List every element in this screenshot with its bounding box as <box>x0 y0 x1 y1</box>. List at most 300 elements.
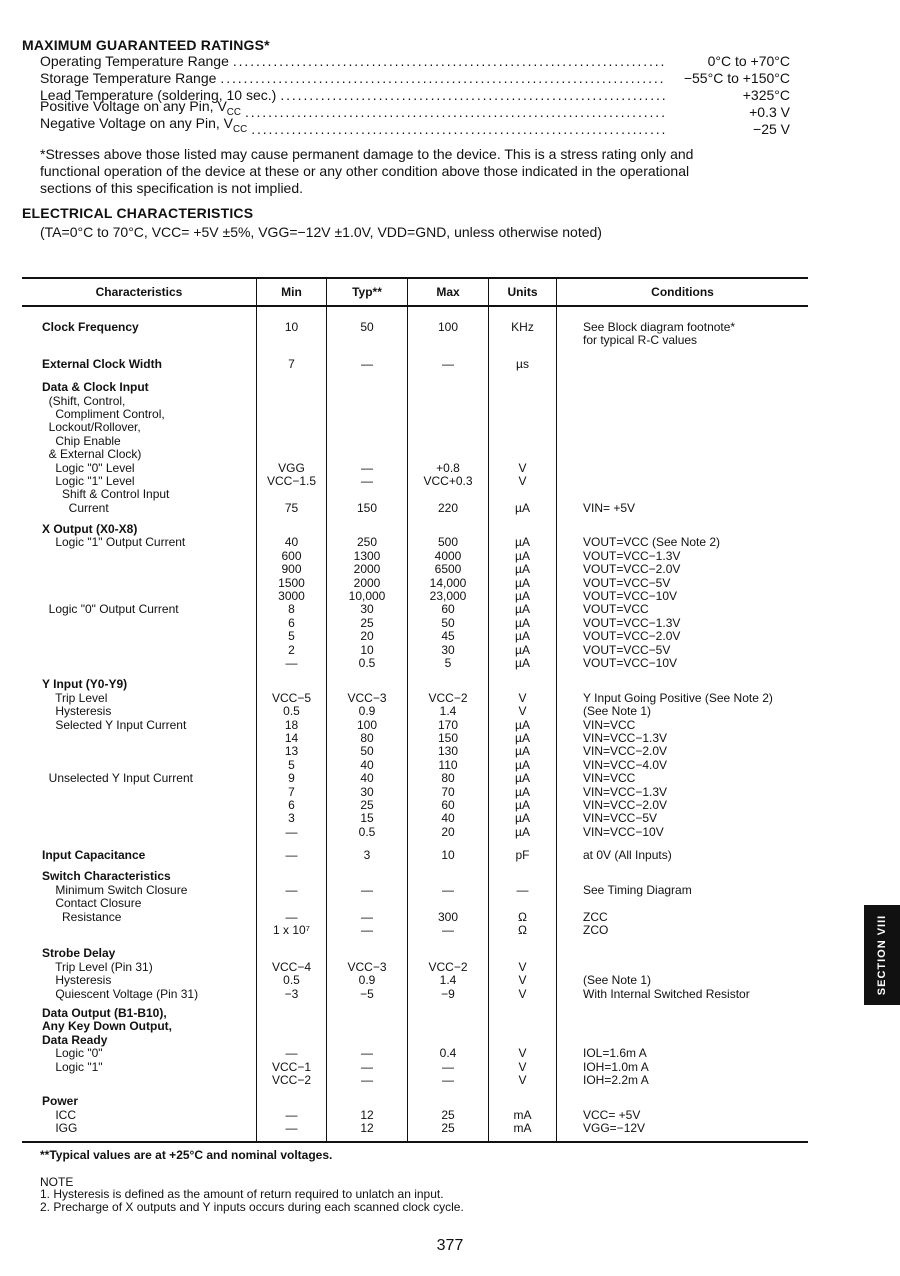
cell-line: µA <box>515 757 530 772</box>
cell-line: Hysteresis <box>42 704 112 719</box>
cell-line: 10 <box>284 320 299 334</box>
notes-heading: NOTE <box>40 1175 74 1189</box>
cell-line <box>489 381 556 394</box>
cell-line: VIN=VCC <box>583 717 636 732</box>
cell-line: VIN=VCC−10V <box>583 824 664 839</box>
cell-line: µA <box>515 589 530 604</box>
cell-line: 110 <box>438 757 458 772</box>
cell-line: 1300 <box>353 548 381 563</box>
cell-line: Trip Level <box>42 690 108 705</box>
typ-cell <box>327 371 408 515</box>
cell-line <box>257 421 326 434</box>
cell-line: µA <box>515 717 530 732</box>
cell-line: µA <box>515 548 530 563</box>
cell-line: — <box>442 882 454 897</box>
cell-line <box>408 408 488 421</box>
cell-line: VOUT=VCC <box>583 602 649 617</box>
cell-line: Strobe Delay <box>42 946 116 961</box>
cell-line: Hysteresis <box>42 973 112 988</box>
cell-line: 18 <box>284 717 299 732</box>
cell-line <box>327 488 407 501</box>
cell-line <box>489 947 556 960</box>
cell-line: 23,000 <box>429 589 467 604</box>
cell-line <box>22 826 256 839</box>
max-cell <box>408 1087 489 1142</box>
cell-line: +0.8 <box>436 460 460 475</box>
cell-line <box>583 1034 808 1047</box>
cell-line: 20 <box>441 824 455 839</box>
cell-line <box>257 678 326 691</box>
cell-line: X Output (X0-X8) <box>42 522 138 537</box>
cell-line: 45 <box>441 629 455 644</box>
cell-line: (Shift, Control, <box>42 393 126 408</box>
cell-line <box>257 1034 326 1047</box>
cell-line: 4000 <box>434 548 462 563</box>
units-cell <box>489 348 557 371</box>
cell-line: 13 <box>284 744 299 759</box>
cell-line: 25 <box>360 615 374 630</box>
cell-line: — <box>285 882 298 897</box>
cell-line: 70 <box>441 784 455 799</box>
cell-line: 600 <box>281 548 302 563</box>
cell-line: 50 <box>360 320 374 334</box>
cell-line <box>489 1095 556 1108</box>
cell-line: Any Key Down Output, <box>42 1019 172 1034</box>
cell-line <box>22 732 256 745</box>
cell-line: mA <box>513 1107 532 1122</box>
cell-line: 30 <box>360 602 374 617</box>
dot-leader <box>251 121 666 138</box>
typ-cell <box>327 306 408 348</box>
cell-line <box>327 1007 407 1020</box>
cell-line: (See Note 1) <box>583 973 652 988</box>
cell-line: V <box>518 1046 527 1061</box>
cell-line <box>257 870 326 883</box>
cell-line: VIN=VCC−5V <box>583 811 658 826</box>
cell-line <box>408 395 488 408</box>
cell-line <box>583 395 808 408</box>
cell-line: VOUT=VCC−2.0V <box>583 562 681 577</box>
cell-line: 250 <box>356 535 378 550</box>
cell-line: VCC−3 <box>347 959 387 974</box>
cell-line: VCC−2 <box>428 690 468 705</box>
header-conditions: Conditions <box>557 278 809 306</box>
cell-line: VIN=VCC <box>583 771 636 786</box>
cell-line: −5 <box>360 986 374 1001</box>
cell-line: — <box>285 848 298 863</box>
cell-line: 2000 <box>353 575 381 590</box>
cell-line: Logic "0" Level <box>42 460 135 475</box>
cell-line <box>583 870 808 883</box>
cell-line: — <box>516 882 529 897</box>
max-cell <box>408 862 489 937</box>
cell-line: Logic "1" Level <box>42 473 135 488</box>
cell-line: 40 <box>360 771 374 786</box>
cell-line: 50 <box>360 744 374 759</box>
conditions-cell <box>557 306 809 348</box>
table-row <box>22 1087 808 1142</box>
cell-line: 500 <box>437 535 459 550</box>
cell-line: 5 <box>288 629 295 644</box>
cell-line <box>408 678 488 691</box>
cell-line <box>327 395 407 408</box>
typ-cell <box>327 1087 408 1142</box>
cell-line: 300 <box>437 909 459 924</box>
characteristic-cell <box>22 862 257 937</box>
cell-line: 0.9 <box>358 704 376 719</box>
cell-line: 6500 <box>434 562 462 577</box>
cell-line: Logic "0" Output Current <box>42 602 179 617</box>
cell-line <box>22 799 256 812</box>
cell-line: — <box>361 1072 373 1087</box>
cell-line: Shift & Control Input <box>42 487 170 502</box>
cell-line: — <box>442 1072 454 1087</box>
electrical-title: ELECTRICAL CHARACTERISTICS <box>22 205 254 221</box>
units-cell <box>489 1087 557 1142</box>
cell-line: — <box>361 356 373 371</box>
cell-line: VOUT=VCC−2.0V <box>583 629 681 644</box>
cell-line <box>408 870 488 883</box>
typ-cell <box>327 515 408 670</box>
cell-line <box>583 421 808 434</box>
rating-row <box>40 53 790 70</box>
table-row <box>22 839 808 862</box>
cell-line: 0.5 <box>358 655 376 670</box>
cell-line <box>327 947 407 960</box>
max-cell <box>408 348 489 371</box>
cell-line: 5 <box>444 655 452 670</box>
min-cell <box>257 515 327 670</box>
cell-line <box>257 1007 326 1020</box>
cell-line: 40 <box>360 757 374 772</box>
cell-line: µA <box>515 771 530 786</box>
cell-line <box>583 1007 808 1020</box>
cell-line: 1500 <box>278 575 305 590</box>
cell-line: Data & Clock Input <box>42 380 149 395</box>
cell-line: External Clock Width <box>42 356 162 371</box>
cell-line: 14 <box>284 730 299 745</box>
cell-line <box>22 577 256 590</box>
cell-line: 40 <box>284 535 299 550</box>
rating-value: −25 V <box>753 121 790 137</box>
electrical-table <box>22 277 808 1143</box>
cell-line: ZCC <box>583 909 608 924</box>
units-cell <box>489 306 557 348</box>
cell-line <box>583 358 808 371</box>
cell-line: VCC= +5V <box>583 1107 641 1122</box>
cell-line <box>327 381 407 394</box>
cell-line: Data Ready <box>42 1032 108 1047</box>
cell-line: — <box>285 655 298 670</box>
cell-line: 1.4 <box>439 973 457 988</box>
cell-line <box>489 870 556 883</box>
rating-label: Lead Temperature (soldering, 10 sec.) <box>40 87 277 103</box>
cell-line: µA <box>515 730 530 745</box>
rating-row <box>40 115 790 138</box>
section-tab <box>864 905 900 1005</box>
cell-line <box>327 408 407 421</box>
min-cell <box>257 839 327 862</box>
page-number: 377 <box>436 1237 464 1254</box>
cell-line <box>327 1020 407 1033</box>
cell-line <box>22 924 256 937</box>
cell-line: 7 <box>288 784 295 799</box>
cell-line: for typical R-C values <box>583 333 698 348</box>
note-1: 1. Hysteresis is defined as the amount of return required to unlatch an input. <box>40 1187 444 1201</box>
rating-label: Negative Voltage on any Pin, $V_{CC}$ <box>40 115 248 135</box>
cell-line: — <box>361 909 373 924</box>
cell-line: 2000 <box>353 562 381 577</box>
cell-line <box>583 408 808 421</box>
cell-line: Y Input (Y0-Y9) <box>42 677 128 692</box>
min-cell <box>257 670 327 839</box>
cell-line <box>583 523 808 536</box>
cell-line: 7 <box>288 356 295 371</box>
cell-line: µA <box>515 744 530 759</box>
cell-line: & External Clock) <box>42 447 142 462</box>
cell-line <box>22 550 256 563</box>
cell-line <box>327 1095 407 1108</box>
cell-line: Logic "1" Output Current <box>42 535 186 550</box>
cell-line: KHz <box>511 320 534 334</box>
cell-line: — <box>361 460 373 475</box>
cell-line <box>489 1034 556 1047</box>
cell-line: µA <box>515 797 530 812</box>
cell-line <box>257 408 326 421</box>
cell-line <box>583 1095 808 1108</box>
cell-line: — <box>285 1046 298 1061</box>
min-cell <box>257 371 327 515</box>
cell-line: 8 <box>288 602 295 617</box>
cell-line: V <box>518 959 527 974</box>
max-cell <box>408 371 489 515</box>
cell-line <box>257 523 326 536</box>
cell-line: — <box>285 824 298 839</box>
cell-line: Y Input Going Positive (See Note 2) <box>583 690 773 705</box>
cell-line: VGG <box>278 460 305 475</box>
rating-label: Storage Temperature Range <box>40 70 217 86</box>
cell-line: — <box>361 1046 373 1061</box>
cell-line <box>583 488 808 501</box>
cell-line: µA <box>515 602 530 617</box>
cell-line: µA <box>515 784 530 799</box>
max-cell <box>408 1001 489 1087</box>
conditions-cell <box>557 1087 809 1142</box>
min-cell <box>257 862 327 937</box>
conditions-cell <box>557 937 809 1001</box>
cell-line: Ω <box>518 923 527 938</box>
cell-line <box>583 448 808 461</box>
min-cell <box>257 306 327 348</box>
cell-line: Quiescent Voltage (Pin 31) <box>42 986 199 1001</box>
min-cell <box>257 1001 327 1087</box>
cell-line: V <box>518 973 527 988</box>
rating-value: 0°C to +70°C <box>707 53 790 69</box>
table-row <box>22 862 808 937</box>
cell-line: 100 <box>356 717 378 732</box>
cell-line: — <box>361 882 373 897</box>
cell-line <box>408 448 488 461</box>
cell-line <box>489 435 556 448</box>
cell-line <box>257 395 326 408</box>
cell-line: 10 <box>441 848 455 863</box>
characteristic-cell <box>22 1087 257 1142</box>
cell-line <box>583 961 808 974</box>
cell-line <box>489 1020 556 1033</box>
units-cell <box>489 371 557 515</box>
cell-line <box>408 1020 488 1033</box>
cell-line: 100 <box>437 320 459 334</box>
cell-line: −9 <box>441 986 455 1001</box>
cell-line: — <box>285 1107 298 1122</box>
cell-line <box>408 1095 488 1108</box>
cell-line <box>489 488 556 501</box>
stress-note: *Stresses above those listed may cause permanent damage to the device. This is a stress rating only and functional operation of the device at these or any other condition above those indicated in the operational sections of this specification is not implied. <box>40 146 694 196</box>
cell-line: VGG=−12V <box>583 1121 646 1136</box>
cell-line <box>22 590 256 603</box>
cell-line: 0.9 <box>358 973 376 988</box>
cell-line <box>327 870 407 883</box>
cell-line <box>408 381 488 394</box>
cell-line: VOUT=VCC−10V <box>583 589 678 604</box>
cell-line: VOUT=VCC (See Note 2) <box>583 535 721 550</box>
cell-line <box>327 678 407 691</box>
cell-line <box>408 947 488 960</box>
cell-line <box>22 745 256 758</box>
cell-line: — <box>285 1121 298 1136</box>
cell-line <box>583 381 808 394</box>
cell-line: V <box>518 473 527 488</box>
cell-line <box>327 523 407 536</box>
cell-line <box>22 617 256 630</box>
cell-line: (See Note 1) <box>583 704 652 719</box>
table-row <box>22 348 808 371</box>
cell-line: µA <box>515 824 530 839</box>
cell-line <box>327 435 407 448</box>
characteristic-cell <box>22 348 257 371</box>
cell-line: — <box>361 1059 373 1074</box>
cell-line <box>257 897 326 910</box>
cell-line: VIN=VCC−1.3V <box>583 730 668 745</box>
cell-line <box>22 644 256 657</box>
cell-line: 25 <box>360 797 374 812</box>
cell-line: 130 <box>437 744 459 759</box>
cell-line: 0.4 <box>439 1046 457 1061</box>
cell-line: Clock Frequency <box>42 320 139 334</box>
cell-line <box>408 523 488 536</box>
cell-line: Switch Characteristics <box>42 869 171 884</box>
cell-line: 1.4 <box>439 704 457 719</box>
cell-line: 0.5 <box>283 973 300 988</box>
units-cell <box>489 1001 557 1087</box>
cell-line: — <box>361 923 373 938</box>
max-cell <box>408 670 489 839</box>
cell-line: V <box>518 1059 527 1074</box>
cell-line <box>408 1034 488 1047</box>
cell-line: 1 x 10⁷ <box>272 923 311 938</box>
cell-line: Input Capacitance <box>42 848 146 863</box>
cell-line: mA <box>513 1121 532 1136</box>
typ-cell <box>327 1001 408 1087</box>
units-cell <box>489 937 557 1001</box>
cell-line: VCC+0.3 <box>423 473 473 488</box>
cell-line <box>22 786 256 799</box>
cell-line: 900 <box>281 562 302 577</box>
cell-line <box>327 897 407 910</box>
cell-line: — <box>442 1059 454 1074</box>
cell-line: 12 <box>360 1121 374 1136</box>
max-cell <box>408 839 489 862</box>
conditions-cell <box>557 515 809 670</box>
cell-line: With Internal Switched Resistor <box>583 986 750 1001</box>
cell-line: ICC <box>42 1107 77 1122</box>
cell-line: Contact Closure <box>42 896 142 911</box>
cell-line: 30 <box>360 784 374 799</box>
max-cell <box>408 937 489 1001</box>
cell-line: VIN=VCC−1.3V <box>583 784 668 799</box>
cell-line: — <box>442 923 454 938</box>
cell-line: µA <box>515 500 530 515</box>
cell-line: 5 <box>288 757 295 772</box>
cell-line <box>583 1020 808 1033</box>
typical-footnote: **Typical values are at +25°C and nominal voltages. <box>40 1148 333 1162</box>
header-characteristics: Characteristics <box>22 278 257 306</box>
cell-line <box>489 678 556 691</box>
cell-line <box>489 1007 556 1020</box>
cell-line: 0.5 <box>283 704 300 719</box>
section-tab-label: SECTION VIII <box>876 914 888 996</box>
cell-line <box>257 381 326 394</box>
cell-line: See Block diagram footnote* <box>583 320 736 334</box>
cell-line: 80 <box>360 730 374 745</box>
min-cell <box>257 348 327 371</box>
cell-line <box>408 1007 488 1020</box>
cell-line: V <box>518 1072 527 1087</box>
cell-line: VOUT=VCC−10V <box>583 655 678 670</box>
cell-line: 0.5 <box>358 824 376 839</box>
cell-line: Selected Y Input Current <box>42 717 187 732</box>
cell-line: 3000 <box>278 589 305 604</box>
table-row <box>22 1001 808 1087</box>
cell-line <box>257 448 326 461</box>
characteristic-cell <box>22 937 257 1001</box>
header-typ: Typ** <box>327 278 408 306</box>
test-conditions: (TA=0°C to 70°C, VCC= +5V ±5%, VGG=−12V ±1.0V, VDD=GND, unless otherwise noted) <box>40 224 602 240</box>
conditions-cell <box>557 1001 809 1087</box>
cell-line: Resistance <box>42 909 122 924</box>
ratings-list <box>40 53 790 138</box>
cell-line: — <box>361 473 373 488</box>
header-max: Max <box>408 278 489 306</box>
cell-line: IOH=2.2m A <box>583 1072 649 1087</box>
cell-line: VCC−2 <box>428 959 468 974</box>
conditions-cell <box>557 371 809 515</box>
cell-line: V <box>518 704 527 719</box>
header-min: Min <box>257 278 327 306</box>
conditions-cell <box>557 862 809 937</box>
conditions-cell <box>557 670 809 839</box>
cell-line: 220 <box>437 500 459 515</box>
cell-line <box>583 475 808 488</box>
cell-line: 12 <box>360 1107 374 1122</box>
cell-line <box>257 947 326 960</box>
cell-line: VCC−5 <box>271 690 312 705</box>
cell-line: IGG <box>42 1121 78 1136</box>
cell-line: 40 <box>441 811 455 826</box>
cell-line: 3 <box>363 848 371 863</box>
cell-line: VIN=VCC−2.0V <box>583 744 668 759</box>
cell-line: 9 <box>288 771 295 786</box>
